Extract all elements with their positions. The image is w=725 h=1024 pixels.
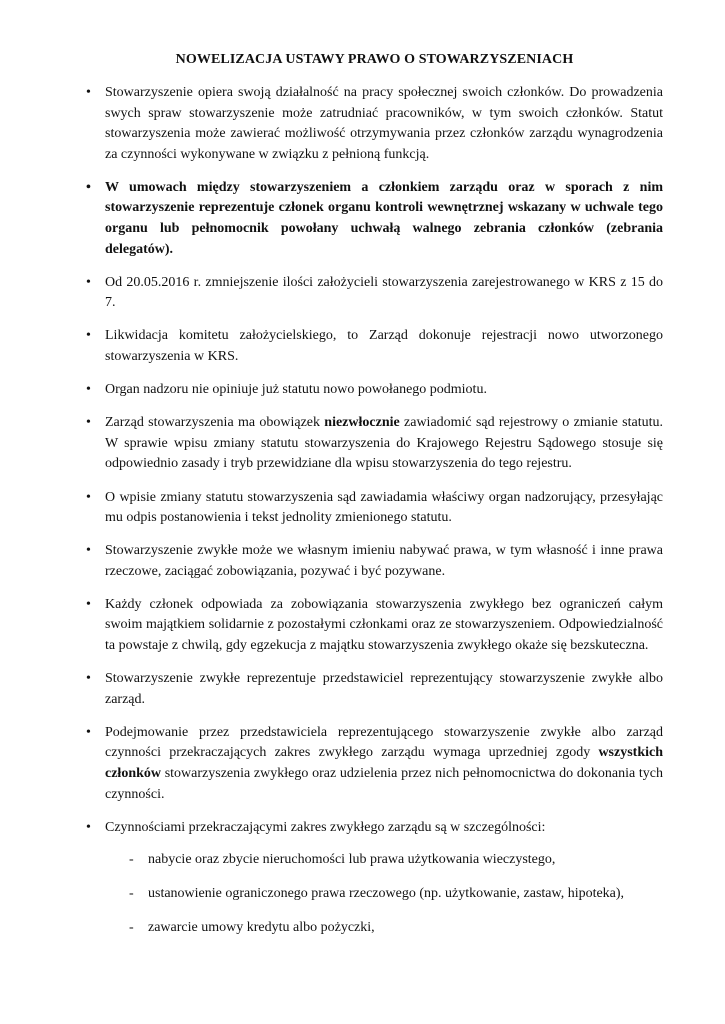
item-text-post: zawiadomić sąd rejestrowy o zmianie statutu. W sprawie wpisu zmiany statutu stowarzyszenia do Krajowego Rejestru Sądowego stosuje się odpowiednio zasady i tryb przewidziane dla wpisu stowarzyszenia do tego rejestru.	[105, 415, 664, 472]
item-text-pre: Zarząd stowarzyszenia ma obowiązek	[105, 415, 325, 431]
item-text: Stowarzyszenie zwykłe może we własnym imieniu nabywać prawa, w tym własność i inne prawa rzeczowe, zaciągać zobowiązania, pozywać i być pozywane.	[105, 543, 663, 579]
bullet-icon: •	[86, 85, 91, 100]
item-text-post: stowarzyszenia zwykłego oraz udzielenia przez nich pełnomocnictwa do dokonania tych czynności.	[105, 766, 663, 802]
item-text: Likwidacja komitetu założycielskiego, to Zarząd dokonuje rejestracji nowo utworzonego stowarzyszenia w KRS.	[105, 328, 663, 365]
sub-item-text: nabycie oraz zbycie nieruchomości lub prawa użytkowania wieczystego,	[148, 852, 556, 868]
list-item	[86, 541, 663, 582]
item-text: W umowach między stowarzyszeniem a członkiem zarządu oraz w sporach z nim stowarzyszenie reprezentuje członek organu kontroli wewnętrznej wskazany w uchwale tego organu lub pełnomocnik powołany uchwałą walnego zebrania członków (zebrania delegatów).	[105, 179, 663, 257]
dash-icon: -	[129, 885, 134, 901]
sub-item-text: ustanowienie ograniczonego prawa rzeczowego (np. użytkowanie, zastaw, hipoteka),	[148, 885, 625, 901]
bullet-icon: •	[86, 179, 91, 195]
item-text: Stowarzyszenie opiera swoją działalność na pracy społecznej swoich członków. Do prowadzenia swych spraw stowarzyszenie może zatrudniać pracowników, w tym swoich członków. Statut stowarzyszenia może zawierać możliwość otrzymywania przez członków zarządu wynagrodzenia za czynności wykonywane w związku z pełnioną funkcją.	[105, 85, 663, 162]
list-item	[86, 273, 663, 314]
dash-icon: -	[129, 919, 134, 935]
bullet-list	[86, 83, 663, 938]
item-text: O wpisie zmiany statutu stowarzyszenia sąd zawiadamia właściwy organ nadzorujący, przesyłając mu odpis postanowienia i tekst jednolity zmienionego statutu.	[105, 489, 663, 526]
item-text-pre: Podejmowanie przez przedstawiciela reprezentującego stowarzyszenie zwykłe albo zarząd czynności przekraczających zakres zwykłego zarządu wymaga uprzedniej zgody	[105, 724, 663, 761]
bullet-icon: •	[86, 415, 91, 431]
item-text-bold: wszystkich członków	[105, 745, 663, 782]
item-text-bold: niezwłocznie	[324, 415, 400, 431]
item-text: Organ nadzoru nie opiniuje już statutu nowo powołanego podmiotu.	[105, 382, 487, 398]
bullet-icon: •	[86, 819, 91, 835]
list-item	[86, 669, 663, 710]
bullet-icon: •	[86, 382, 91, 398]
sub-list-item	[129, 884, 663, 905]
bullet-icon: •	[86, 724, 91, 740]
item-text: Czynnościami przekraczającymi zakres zwykłego zarządu są w szczególności:	[105, 819, 546, 835]
list-item	[86, 380, 663, 401]
sub-list-item	[129, 918, 663, 939]
list-item	[86, 723, 663, 805]
item-text: Od 20.05.2016 r. zmniejszenie ilości założycieli stowarzyszenia zarejestrowanego w KRS z 15 do 7.	[105, 274, 663, 311]
bullet-icon: •	[86, 596, 91, 612]
list-item	[86, 83, 663, 165]
list-item	[86, 818, 663, 938]
sub-item-text: zawarcie umowy kredytu albo pożyczki,	[148, 919, 375, 935]
bullet-icon: •	[86, 274, 91, 290]
item-text: Każdy członek odpowiada za zobowiązania stowarzyszenia zwykłego bez ograniczeń całym swoim majątkiem solidarnie z pozostałymi członkami oraz ze stowarzyszeniem. Odpowiedzialność ta powstaje z chwilą, gdy egzekucja z majątku stowarzyszenia zwykłego okaże się bezskuteczna.	[105, 596, 663, 654]
document-title: NOWELIZACJA USTAWY PRAWO O STOWARZYSZENIACH	[175, 52, 574, 67]
list-item	[86, 413, 663, 475]
list-item	[86, 595, 663, 657]
dash-icon: -	[129, 852, 134, 868]
list-item	[86, 488, 663, 529]
bullet-icon: •	[86, 543, 91, 559]
list-item	[86, 326, 663, 367]
item-text: Stowarzyszenie zwykłe reprezentuje przedstawiciel reprezentujący stowarzyszenie zwykłe albo zarząd.	[105, 671, 663, 707]
bullet-icon: •	[86, 671, 91, 687]
bullet-icon: •	[86, 328, 91, 344]
sub-list	[105, 850, 663, 938]
sub-list-item	[129, 850, 663, 871]
bullet-icon: •	[86, 489, 91, 505]
list-item	[86, 178, 663, 260]
